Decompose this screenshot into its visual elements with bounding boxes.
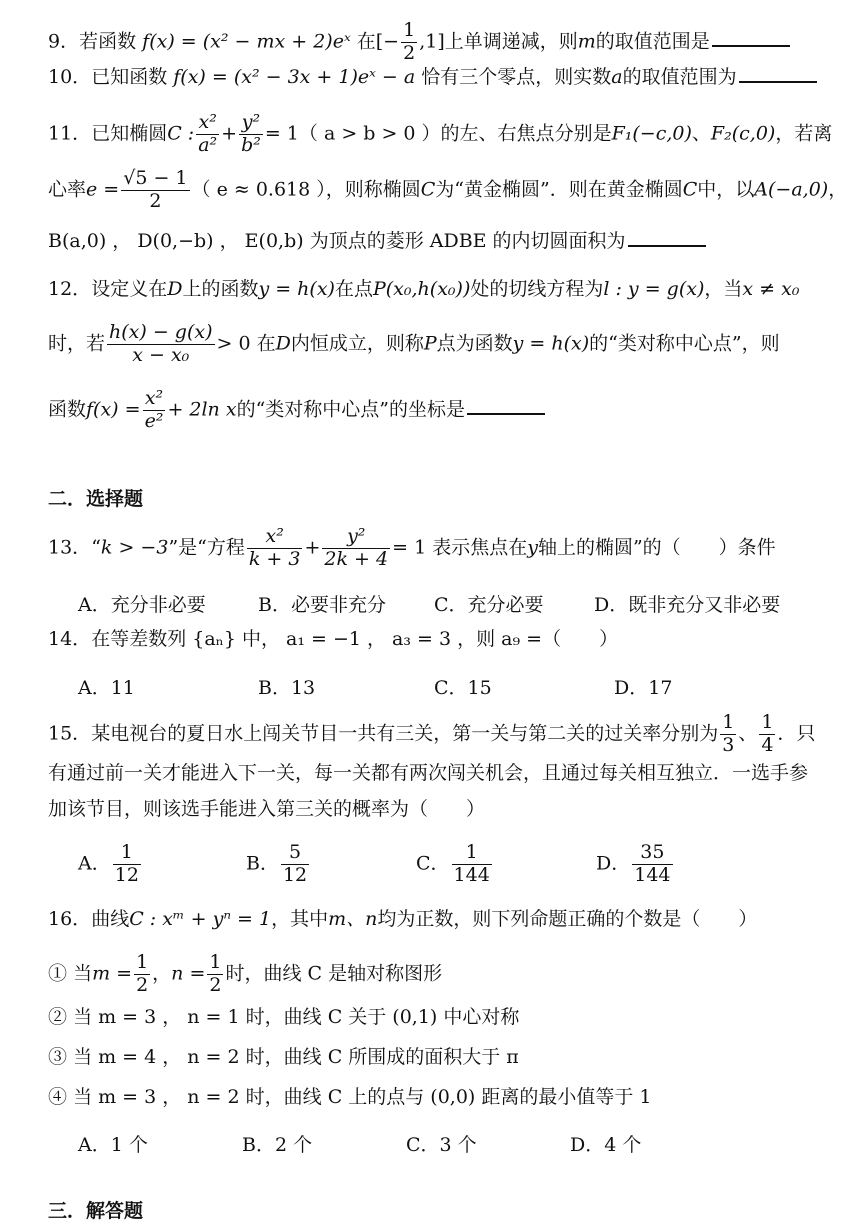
fraction bbox=[452, 842, 492, 887]
statement-4 bbox=[48, 1088, 652, 1107]
option-b[interactable] bbox=[246, 842, 311, 887]
numerator: 1 bbox=[722, 711, 735, 733]
option-a[interactable]: A．11 bbox=[78, 677, 135, 699]
fraction bbox=[207, 952, 223, 997]
formula: f(x) = (x² − 3x + 1)eˣ − a bbox=[173, 66, 416, 88]
formula: k > −3 bbox=[100, 536, 169, 559]
denominator: b² bbox=[241, 133, 261, 156]
formula: y = h(x) bbox=[258, 278, 335, 300]
denominator: 144 bbox=[453, 863, 490, 886]
denominator: a² bbox=[198, 133, 218, 156]
text: 恰有三个零点，则实数 bbox=[421, 66, 612, 88]
question-12-line-2 bbox=[48, 322, 780, 367]
text: 已知函数 bbox=[91, 66, 168, 88]
option-c[interactable] bbox=[416, 842, 494, 887]
fraction bbox=[322, 526, 390, 571]
denominator: 144 bbox=[634, 863, 671, 886]
variable: C bbox=[682, 178, 698, 201]
question-number: 16． bbox=[48, 908, 92, 930]
numerator: x² bbox=[247, 526, 303, 549]
text: 已知椭圆 bbox=[91, 122, 168, 145]
fraction bbox=[121, 168, 189, 213]
fraction bbox=[281, 842, 309, 887]
option-a[interactable]: A．充分非必要 bbox=[78, 594, 206, 616]
separator: 、 bbox=[691, 122, 711, 145]
numerator: 1 bbox=[403, 19, 416, 41]
variable: D bbox=[275, 332, 291, 355]
option-label: A． bbox=[78, 852, 111, 875]
fraction bbox=[113, 842, 141, 887]
text: 当 bbox=[73, 962, 93, 985]
section-heading: 三．解答题 bbox=[48, 1200, 144, 1222]
text: B(a,0) ， D(0,−b) ， E(0,b) 为顶点的菱形 ADBE 的内切圆面积为 bbox=[48, 230, 626, 252]
question-11-line-3 bbox=[48, 232, 706, 251]
formula: + 2ln x bbox=[167, 398, 237, 421]
fraction bbox=[143, 388, 166, 433]
question-number: 12． bbox=[48, 278, 92, 300]
question-12-line-3 bbox=[48, 388, 545, 433]
fraction bbox=[134, 952, 150, 997]
circled-number: ③ bbox=[48, 1046, 68, 1068]
separator: 、 bbox=[738, 722, 758, 745]
denominator: 4 bbox=[761, 733, 774, 756]
text: ， bbox=[828, 178, 848, 201]
question-16 bbox=[48, 910, 757, 929]
question-number: 14． bbox=[48, 628, 92, 650]
question-14 bbox=[48, 630, 618, 649]
variable: C bbox=[420, 178, 436, 201]
text: 上单调递减，则 bbox=[444, 30, 578, 53]
option-a[interactable]: A．1 个 bbox=[78, 1134, 148, 1156]
text: 某电视台的夏日水上闯关节目一共有三关，第一关与第二关的过关率分别为 bbox=[91, 722, 719, 745]
numerator: x² bbox=[143, 388, 166, 411]
text: 在点 bbox=[334, 278, 373, 300]
text: 点为函数 bbox=[436, 332, 513, 355]
formula: f(x) = bbox=[86, 398, 141, 421]
denominator: 2k + 4 bbox=[324, 547, 389, 570]
text: 时，若 bbox=[48, 332, 106, 355]
text: ，其中 bbox=[271, 908, 329, 930]
question-10 bbox=[48, 68, 817, 87]
option-b[interactable]: B．13 bbox=[258, 677, 316, 699]
text: （ a > b > 0 ）的左、右焦点分别是 bbox=[298, 122, 612, 145]
option-c[interactable]: C．3 个 bbox=[406, 1134, 477, 1156]
numerator: 35 bbox=[632, 842, 672, 865]
question-number: 9． bbox=[48, 30, 80, 53]
numerator: 1 bbox=[452, 842, 492, 865]
separator: ， bbox=[152, 962, 172, 985]
circled-number: ① bbox=[48, 962, 68, 985]
option-label: C． bbox=[416, 852, 450, 875]
formula: C : xᵐ + yⁿ = 1 bbox=[129, 908, 272, 930]
question-15-line-3 bbox=[48, 800, 485, 819]
denominator: e² bbox=[144, 409, 164, 432]
option-c[interactable]: C．充分必要 bbox=[434, 594, 544, 616]
variable: m bbox=[577, 30, 596, 53]
variable: y bbox=[527, 536, 538, 559]
statement-3 bbox=[48, 1048, 519, 1067]
fraction bbox=[196, 112, 219, 157]
text: （ e ≈ 0.618 ），则称椭圆 bbox=[191, 178, 421, 201]
text: 的取值范围是 bbox=[595, 30, 710, 53]
circled-number: ④ bbox=[48, 1086, 68, 1108]
text: ，当 bbox=[704, 278, 743, 300]
option-b[interactable]: B．2 个 bbox=[242, 1134, 313, 1156]
text: 上的函数 bbox=[182, 278, 259, 300]
formula: m = bbox=[92, 962, 133, 985]
text: ，若离 bbox=[775, 122, 833, 145]
plus: + bbox=[304, 536, 321, 559]
formula: y = h(x) bbox=[512, 332, 590, 355]
answer-blank bbox=[467, 412, 545, 415]
question-number: 10． bbox=[48, 66, 92, 88]
section-heading: 二．选择题 bbox=[48, 488, 144, 510]
answer-blank bbox=[739, 80, 817, 83]
text: 处的切线方程为 bbox=[470, 278, 604, 300]
option-a[interactable] bbox=[78, 842, 143, 887]
formula: ,1] bbox=[419, 30, 445, 53]
question-11-line-1 bbox=[48, 112, 832, 157]
formula: C : bbox=[167, 122, 195, 145]
question-12-line-1 bbox=[48, 280, 799, 299]
text: 有通过前一关才能进入下一关，每一关都有两次闯关机会，且通过每关相互独立．一选手参 bbox=[48, 762, 809, 784]
denominator: 2 bbox=[136, 973, 149, 996]
option-label: D． bbox=[596, 852, 631, 875]
option-d[interactable]: D．17 bbox=[614, 677, 673, 699]
denominator: 3 bbox=[722, 733, 735, 756]
formula: = 1 bbox=[264, 122, 299, 145]
question-13 bbox=[48, 526, 776, 571]
fraction bbox=[247, 526, 303, 571]
variable: m、n bbox=[328, 908, 378, 930]
numerator: 1 bbox=[113, 842, 141, 865]
question-15-line-2 bbox=[48, 764, 808, 783]
text: 时，曲线 C 是轴对称图形 bbox=[225, 962, 443, 985]
formula: A(−a,0) bbox=[754, 178, 829, 201]
text: 为“黄金椭圆”．则在黄金椭圆 bbox=[435, 178, 683, 201]
option-d[interactable] bbox=[596, 842, 675, 887]
text: 在等差数列 {aₙ} 中， a₁ = −1 ， a₃ = 3 ，则 a₉ =（ ） bbox=[91, 628, 619, 650]
numerator: √5 − 1 bbox=[123, 167, 188, 189]
variable: a bbox=[611, 66, 623, 88]
denominator: 2 bbox=[209, 973, 222, 996]
text: 当 m = 3 ， n = 1 时，曲线 C 关于 (0,1) 中心对称 bbox=[73, 1006, 520, 1028]
text: 当 m = 4 ， n = 2 时，曲线 C 所围成的面积大于 π bbox=[73, 1046, 519, 1068]
question-number: 15． bbox=[48, 722, 92, 745]
formula: x ≠ x₀ bbox=[742, 278, 800, 300]
variable: D bbox=[167, 278, 183, 300]
formula: [− bbox=[375, 30, 400, 53]
text: 的取值范围为 bbox=[622, 66, 737, 88]
answer-blank bbox=[712, 44, 790, 47]
denominator: x − x₀ bbox=[132, 343, 190, 366]
fraction bbox=[401, 20, 417, 65]
denominator: 12 bbox=[114, 863, 139, 886]
answer-blank bbox=[628, 244, 706, 247]
option-c[interactable]: C．15 bbox=[434, 677, 492, 699]
statement-2 bbox=[48, 1008, 519, 1027]
text: 加该节目，则该选手能进入第三关的概率为（ ） bbox=[48, 798, 486, 820]
numerator: y² bbox=[322, 526, 390, 549]
text: 均为正数，则下列命题正确的个数是（ ） bbox=[377, 908, 758, 930]
fraction bbox=[632, 842, 672, 887]
text: 心率 bbox=[48, 178, 87, 201]
fraction bbox=[720, 712, 736, 757]
question-11-line-2 bbox=[48, 168, 847, 213]
text: ”是“方程 bbox=[168, 536, 245, 559]
fraction bbox=[759, 712, 775, 757]
numerator: 1 bbox=[209, 951, 222, 973]
text: 设定义在 bbox=[91, 278, 168, 300]
text: 的“类对称中心点”，则 bbox=[589, 332, 780, 355]
option-d[interactable]: D．既非充分又非必要 bbox=[594, 594, 781, 616]
text: 在 bbox=[356, 30, 376, 53]
text: 函数 bbox=[48, 398, 87, 421]
text: “ bbox=[91, 536, 101, 559]
numerator: y² bbox=[239, 112, 263, 135]
option-b[interactable]: B．必要非充分 bbox=[258, 594, 386, 616]
statement-1 bbox=[48, 952, 442, 997]
numerator: h(x) − g(x) bbox=[109, 321, 213, 343]
text: ．只 bbox=[777, 722, 816, 745]
denominator: 12 bbox=[282, 863, 308, 886]
circled-number: ② bbox=[48, 1006, 68, 1028]
variable: P bbox=[423, 332, 437, 355]
question-15-line-1 bbox=[48, 712, 815, 757]
denominator: 2 bbox=[149, 189, 162, 212]
fraction bbox=[107, 322, 214, 367]
fraction bbox=[239, 112, 263, 157]
text: 当 m = 3 ， n = 2 时，曲线 C 上的点与 (0,0) 距离的最小值等于 1 bbox=[73, 1086, 652, 1108]
formula: F₁(−c,0) bbox=[611, 122, 692, 145]
text: 曲线 bbox=[91, 908, 130, 930]
formula: > 0 在 bbox=[216, 332, 276, 355]
formula: e = bbox=[86, 178, 120, 201]
text: = 1 表示焦点在 bbox=[392, 536, 528, 559]
question-number: 11． bbox=[48, 122, 92, 145]
numerator: 5 bbox=[281, 842, 309, 865]
formula: n = bbox=[171, 962, 206, 985]
numerator: 1 bbox=[136, 951, 149, 973]
text: 轴上的椭圆”的（ ）条件 bbox=[537, 536, 776, 559]
denominator: 2 bbox=[403, 41, 416, 64]
denominator: k + 3 bbox=[248, 547, 301, 570]
option-d[interactable]: D．4 个 bbox=[570, 1134, 642, 1156]
formula: l : y = g(x) bbox=[603, 278, 705, 300]
formula: P(x₀,h(x₀)) bbox=[372, 278, 471, 300]
question-number: 13． bbox=[48, 536, 92, 559]
numerator: 1 bbox=[761, 711, 774, 733]
text: 若函数 bbox=[79, 30, 137, 53]
text: 的“类对称中心点”的坐标是 bbox=[236, 398, 465, 421]
formula: F₂(c,0) bbox=[710, 122, 776, 145]
text: 中，以 bbox=[697, 178, 755, 201]
option-label: B． bbox=[246, 852, 279, 875]
question-9 bbox=[48, 20, 790, 65]
formula: f(x) = (x² − mx + 2)eˣ bbox=[142, 30, 351, 53]
text: 内恒成立，则称 bbox=[290, 332, 424, 355]
numerator: x² bbox=[196, 112, 219, 135]
plus: + bbox=[221, 122, 238, 145]
